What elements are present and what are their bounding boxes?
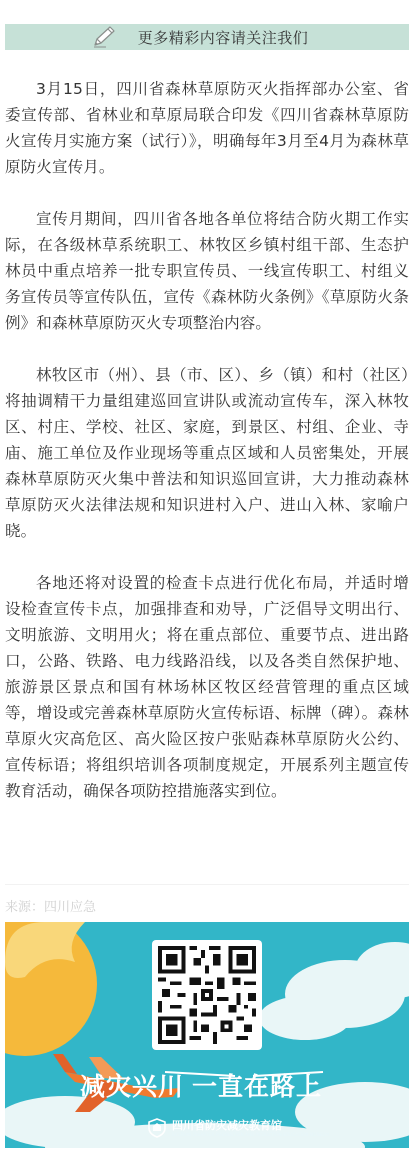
org-logo-block <box>147 1118 329 1138</box>
article-body <box>5 76 409 804</box>
promo-poster <box>5 922 409 1148</box>
paragraph: 3月15日，四川省森林草原防灭火指挥部办公室、省委宣传部、省林业和草原局联合印发《四川省森林草原防火宣传月实施方案（试行）》，明确每年3月至4月为森林草原防火宣传月。 <box>5 80 409 176</box>
org-name: 四川省防灾减灾教育馆 <box>172 1118 282 1132</box>
paragraph: 林牧区市（州）、县（市、区）、乡（镇）和村（社区）将抽调精干力量组建巡回宣讲队或流动宣传车，深入林牧区、村庄、学校、社区、家庭，到景区、村组、企业、寺庙、施工单位及作业现场等重点区域和人员密集处，开展森林草原防灭火集中普法和知识巡回宣讲，大力推动森林草原防灭火法律法规和知识进村入户、进山入林、家喻户晓。 <box>5 366 409 540</box>
shield-logo-icon <box>147 1118 167 1138</box>
paragraph: 宣传月期间，四川省各地各单位将结合防火期工作实际，在各级林草系统职工、林牧区乡镇村组干部、生态护林员中重点培养一批专职宣传员、一线宣传职工、村组义务宣传员等宣传队伍，宣传《森林防火条例》《草原防火条例》和森林草原防灭火专项整治内容。 <box>5 210 409 332</box>
qr-code-card <box>152 940 262 1050</box>
follow-banner <box>5 24 409 50</box>
paragraph: 各地还将对设置的检查卡点进行优化布局，并适时增设检查宣传卡点，加强排查和劝导，广泛倡导文明出行、文明旅游、文明用火；将在重点部位、重要节点、进出路口，公路、铁路、电力线路沿线，以及各类自然保护地、旅游景区景点和国有林场林区牧区经营管理的重点区域等，增设或完善森林草原防火宣传标语、标牌（碑）。森林草原火灾高危区、高火险区按户张贴森林草原防火公约、宣传标语；将组织培训各项制度规定，开展系列主题宣传教育活动，确保各项防控措施落实到位。 <box>5 574 409 800</box>
banner-text: 更多精彩内容请关注我们 <box>137 28 309 47</box>
pencil-icon <box>91 25 117 49</box>
org-name-en: SICHUAN DISASTER PREVENTION AND REDUCTION EDUCATION MUSEUM <box>172 1131 330 1137</box>
source-credit: 来源：四川应急 <box>5 900 97 915</box>
divider <box>5 884 409 885</box>
poster-slogan: 减灾兴川 一直在路上 <box>80 1073 322 1101</box>
qr-code <box>158 946 256 1044</box>
